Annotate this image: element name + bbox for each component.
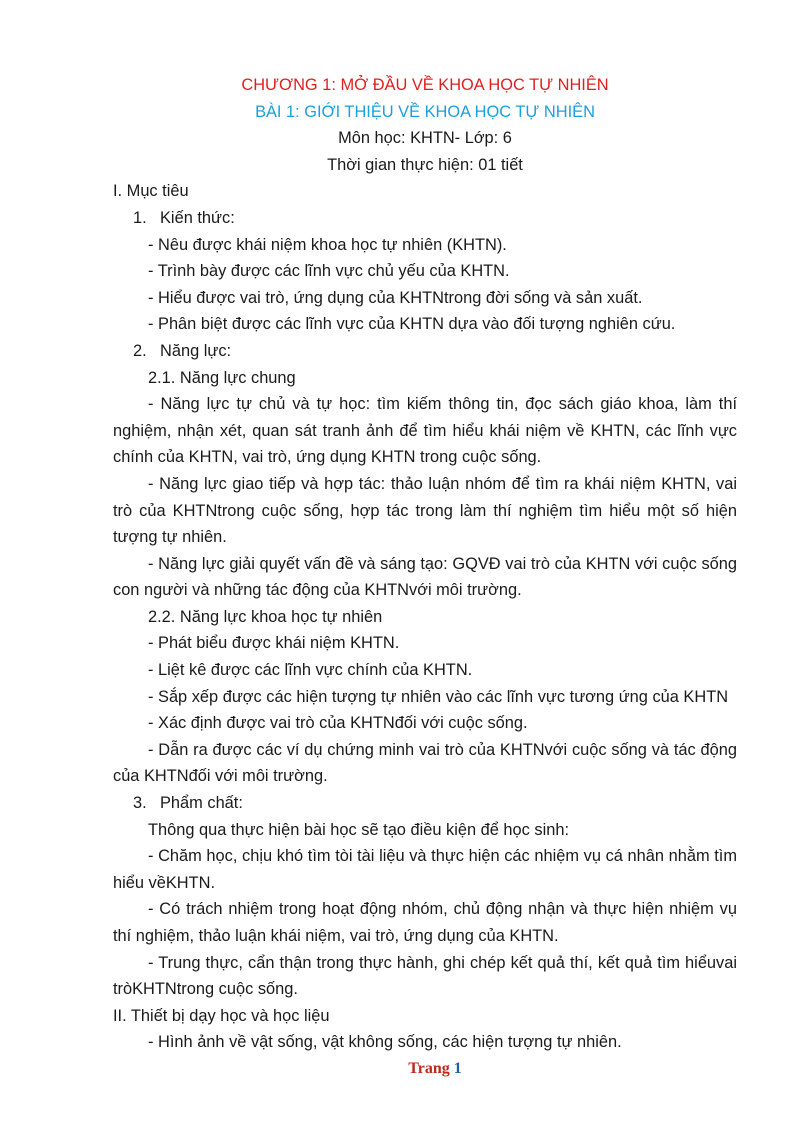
science-competence-paragraph: - Sắp xếp được các hiện tượng tự nhiên vào các lĩnh vực tương ứng của KHTN bbox=[148, 687, 729, 706]
page-footer bbox=[0, 1060, 794, 1078]
science-competence-paragraph: - Xác định được vai trò của KHTNđối với cuộc sống. bbox=[148, 714, 528, 733]
document-page bbox=[113, 72, 737, 1056]
knowledge-item: - Hiểu được vai trò, ứng dụng của KHTNtrong đời sống và sản xuất. bbox=[148, 288, 643, 307]
lesson-title: BÀI 1: GIỚI THIỆU VỀ KHOA HỌC TỰ NHIÊN bbox=[255, 102, 595, 121]
page-word: Trang bbox=[408, 1060, 450, 1077]
competence-number: 2. bbox=[133, 341, 147, 360]
duration-line: Thời gian thực hiện: 01 tiết bbox=[327, 155, 523, 174]
general-competence-paragraph: - Năng lực tự chủ và tự học: tìm kiếm thông tin, đọc sách giáo khoa, làm thí nghiệm, nhận xét, quan sát tranh ảnh để tìm hiểu khái niệm về KHTN, các lĩnh vực chính của KHTN, vai trò, ứng dụng KHTN trong cuộc sống. bbox=[113, 395, 737, 467]
knowledge-item: - Nêu được khái niệm khoa học tự nhiên (KHTN). bbox=[148, 235, 507, 254]
knowledge-item: - Phân biệt được các lĩnh vực của KHTN dựa vào đối tượng nghiên cứu. bbox=[148, 315, 676, 334]
qualities-number: 3. bbox=[133, 794, 147, 813]
science-competence-title: 2.2. Năng lực khoa học tự nhiên bbox=[148, 607, 383, 626]
general-competence-title: 2.1. Năng lực chung bbox=[148, 368, 296, 387]
section-objectives-title: I. Mục tiêu bbox=[113, 182, 189, 201]
science-competence-paragraph: - Liệt kê được các lĩnh vực chính của KHTN. bbox=[148, 661, 473, 680]
qualities-paragraph: Thông qua thực hiện bài học sẽ tạo điều kiện để học sinh: bbox=[148, 820, 570, 839]
knowledge-item: - Trình bày được các lĩnh vực chủ yếu của KHTN. bbox=[148, 262, 510, 281]
science-competence-paragraph: - Phát biểu được khái niệm KHTN. bbox=[148, 634, 400, 653]
general-competence-paragraph: - Năng lực giao tiếp và hợp tác: thảo luận nhóm để tìm ra khái niệm KHTN, vai trò của KHTNtrong cuộc sống, hợp tác trong làm thí nghiệm tìm hiểu một số hiện tượng tự nhiên. bbox=[113, 474, 737, 547]
general-competence-paragraph: - Năng lực giải quyết vấn đề và sáng tạo: GQVĐ vai trò của KHTN với cuộc sống con người và những tác động của KHTNvới môi trường. bbox=[113, 554, 737, 600]
competence-title: Năng lực: bbox=[160, 341, 232, 360]
qualities-paragraph: - Chăm học, chịu khó tìm tòi tài liệu và thực hiện các nhiệm vụ cá nhân nhằm tìm hiểu vềKHTN. bbox=[113, 847, 737, 892]
knowledge-number: 1. bbox=[133, 208, 147, 227]
knowledge-heading bbox=[113, 205, 737, 232]
equipment-item: - Hình ảnh về vật sống, vật không sống, các hiện tượng tự nhiên. bbox=[148, 1033, 622, 1052]
competence-heading bbox=[113, 338, 737, 365]
chapter-title: CHƯƠNG 1: MỞ ĐẦU VỀ KHOA HỌC TỰ NHIÊN bbox=[241, 76, 609, 94]
knowledge-title: Kiến thức: bbox=[160, 208, 235, 227]
qualities-heading bbox=[113, 790, 737, 817]
page-number: 1 bbox=[453, 1060, 462, 1077]
qualities-paragraph: - Trung thực, cẩn thận trong thực hành, ghi chép kết quả thí, kết quả tìm hiểuvai tròKHTNtrong cuộc sống. bbox=[113, 953, 737, 999]
subject-line: Môn học: KHTN- Lớp: 6 bbox=[338, 129, 512, 148]
science-competence-paragraph: - Dẫn ra được các ví dụ chứng minh vai trò của KHTNvới cuộc sống và tác động của KHTNđối với môi trường. bbox=[113, 740, 737, 786]
section-equipment-title: II. Thiết bị dạy học và học liệu bbox=[113, 1006, 330, 1025]
qualities-title: Phẩm chất: bbox=[160, 794, 243, 813]
qualities-paragraph: - Có trách nhiệm trong hoạt động nhóm, chủ động nhận và thực hiện nhiệm vụ thí nghiệm, thảo luận khái niệm, vai trò, ứng dụng của KHTN. bbox=[113, 900, 737, 945]
